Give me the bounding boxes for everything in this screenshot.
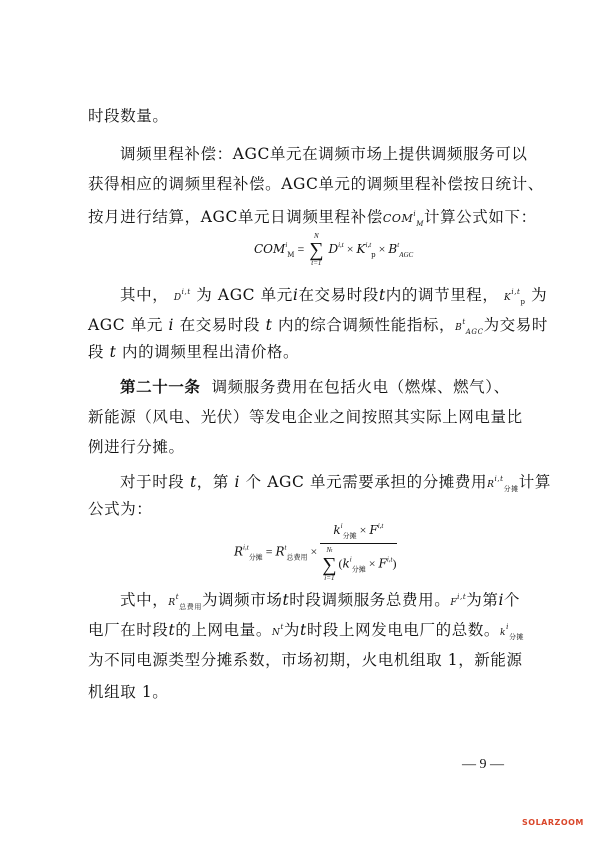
fraction bbox=[320, 522, 396, 583]
text-line-8: 第二十一条 调频服务费用在包括火电（燃煤、燃气）、 bbox=[120, 377, 510, 396]
text-line-4: 按月进行结算，AGC单元日调频里程补偿$COM^i_M$计算公式如下： bbox=[88, 208, 537, 228]
text-line-14: 电厂在时段t的上网电量。$N^t$为t时段上网发电电厂的总数。$k^i_{分摊}$ bbox=[88, 621, 525, 641]
text-line-3: 获得相应的调频里程补偿。AGC单元的调频里程补偿按日统计、 bbox=[88, 175, 544, 193]
watermark-logo: SOLARZOOM bbox=[522, 818, 584, 827]
fraction-denominator: Nt ∑ i=1 $(k^i_{分摊} \times F^{i,t})$ bbox=[322, 546, 397, 582]
fraction-numerator: $k^i_{分摊} \times F^{i,t}$ bbox=[320, 522, 396, 544]
text-line-2: 调频里程补偿：AGC单元在调频市场上提供调频服务可以 bbox=[120, 145, 528, 163]
sum-symbol: N ∑ t=1 bbox=[309, 232, 324, 267]
text-line-5: 其中， D$^{i,t}$ 为 AGC 单元i在交易时段t内的调节里程， K$^{i,t}_p$ 为 bbox=[120, 286, 548, 306]
text-line-11: 对于时段 t，第 i 个 AGC 单元需要承担的分摊费用R$^{i,t}_{分摊}$计算 bbox=[120, 473, 551, 493]
article-title: 第二十一条 bbox=[120, 377, 201, 396]
text-line-9: 新能源（风电、光伏）等发电企业之间按照其实际上网电量比 bbox=[88, 408, 523, 426]
text-line-12: 公式为： bbox=[88, 500, 153, 518]
text-line-6: AGC 单元 i 在交易时段 t 内的综合调频性能指标，$B^t_{AGC}$为交易时 bbox=[88, 316, 548, 336]
text-line-1: 时段数量。 bbox=[88, 107, 169, 125]
text-line-7: 段 t 内的调频里程出清价格。 bbox=[88, 343, 300, 361]
text-line-13: 式中，$R^t_{总费用}$为调频市场t时段调频服务总费用。F$^{i,t}$为第i个 bbox=[120, 591, 521, 611]
formula-share: $R^{i,t}_{分摊} = R^t_{总费用}$ × $k^i_{分摊} \times F^{i,t}$ Nt ∑ i=1 $(k^i_{分摊} \times F^{i,t})$ bbox=[234, 522, 397, 582]
formula-com: $COM^i_M$ = N ∑ t=1 $D^{i,t} \times K^{i,t}_p \times B^t_{AGC}$ bbox=[254, 232, 414, 267]
text-line-10: 例进行分摊。 bbox=[88, 438, 185, 456]
com-var: $COM^i_M$ bbox=[382, 210, 424, 228]
text-line-15: 为不同电源类型分摊系数，市场初期，火电机组取 1，新能源 bbox=[88, 651, 523, 669]
text-line-16: 机组取 1。 bbox=[88, 683, 169, 701]
page-number: — 9 — bbox=[462, 757, 504, 772]
